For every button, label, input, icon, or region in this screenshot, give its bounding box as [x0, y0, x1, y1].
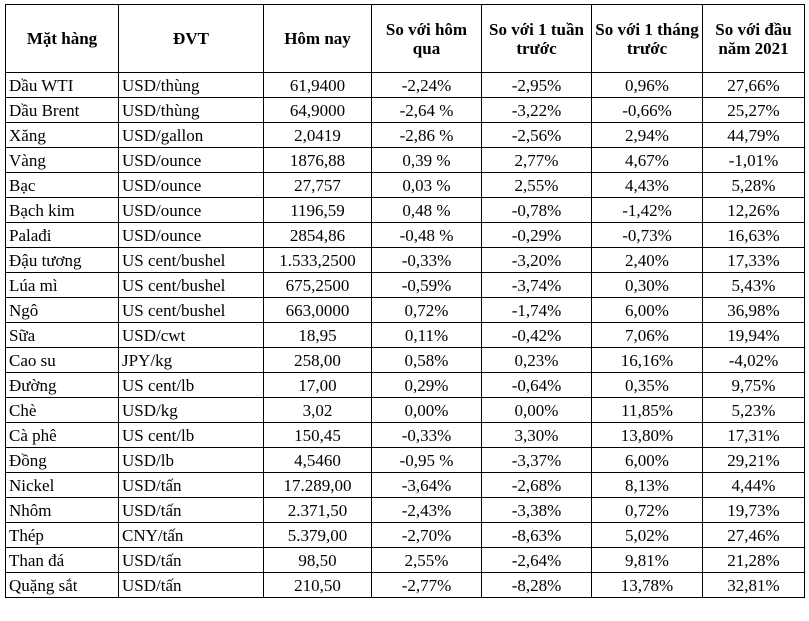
table-row — [6, 498, 805, 523]
cell-today: 2.371,50 — [264, 498, 372, 523]
cell-item: Dầu Brent — [6, 98, 119, 123]
table-row — [6, 348, 805, 373]
header-vs-month: So với 1 tháng trước — [592, 5, 703, 73]
cell-vs-month: 2,40% — [592, 248, 703, 273]
header-row — [6, 5, 805, 73]
table-row — [6, 198, 805, 223]
cell-vs-month: 0,35% — [592, 373, 703, 398]
cell-vs-yesterday: 0,11% — [372, 323, 482, 348]
cell-vs-week: 2,55% — [482, 173, 592, 198]
cell-vs-week: -8,63% — [482, 523, 592, 548]
cell-vs-week: 0,23% — [482, 348, 592, 373]
cell-item: Cà phê — [6, 423, 119, 448]
cell-vs-yesterday: 2,55% — [372, 548, 482, 573]
cell-vs-week: -8,28% — [482, 573, 592, 598]
cell-today: 64,9000 — [264, 98, 372, 123]
cell-vs-year-start: 32,81% — [703, 573, 805, 598]
table-row — [6, 323, 805, 348]
table-row — [6, 73, 805, 98]
cell-vs-week: -0,42% — [482, 323, 592, 348]
cell-unit: USD/gallon — [119, 123, 264, 148]
table-row — [6, 223, 805, 248]
cell-vs-month: -0,73% — [592, 223, 703, 248]
cell-vs-year-start: 19,94% — [703, 323, 805, 348]
cell-vs-week: -0,29% — [482, 223, 592, 248]
cell-today: 18,95 — [264, 323, 372, 348]
cell-vs-yesterday: -0,33% — [372, 248, 482, 273]
cell-vs-month: 5,02% — [592, 523, 703, 548]
cell-vs-year-start: 27,46% — [703, 523, 805, 548]
cell-unit: USD/thùng — [119, 73, 264, 98]
cell-vs-year-start: 16,63% — [703, 223, 805, 248]
cell-vs-yesterday: 0,48 % — [372, 198, 482, 223]
cell-today: 61,9400 — [264, 73, 372, 98]
cell-vs-week: -2,95% — [482, 73, 592, 98]
table-row — [6, 173, 805, 198]
cell-vs-year-start: 12,26% — [703, 198, 805, 223]
table-row — [6, 548, 805, 573]
cell-vs-yesterday: 0,03 % — [372, 173, 482, 198]
table-row — [6, 448, 805, 473]
cell-vs-week: -2,68% — [482, 473, 592, 498]
cell-vs-yesterday: -3,64% — [372, 473, 482, 498]
cell-vs-month: 6,00% — [592, 448, 703, 473]
cell-unit: USD/kg — [119, 398, 264, 423]
header-vs-yesterday: So với hôm qua — [372, 5, 482, 73]
cell-unit: JPY/kg — [119, 348, 264, 373]
cell-vs-year-start: -1,01% — [703, 148, 805, 173]
table-row — [6, 373, 805, 398]
cell-unit: CNY/tấn — [119, 523, 264, 548]
cell-unit: USD/tấn — [119, 573, 264, 598]
cell-today: 2854,86 — [264, 223, 372, 248]
cell-today: 17.289,00 — [264, 473, 372, 498]
cell-item: Nickel — [6, 473, 119, 498]
cell-vs-year-start: -4,02% — [703, 348, 805, 373]
cell-vs-month: 8,13% — [592, 473, 703, 498]
cell-item: Quặng sắt — [6, 573, 119, 598]
cell-unit: USD/ounce — [119, 223, 264, 248]
cell-item: Dầu WTI — [6, 73, 119, 98]
header-today: Hôm nay — [264, 5, 372, 73]
cell-item: Đồng — [6, 448, 119, 473]
cell-today: 17,00 — [264, 373, 372, 398]
cell-vs-week: -3,37% — [482, 448, 592, 473]
cell-vs-yesterday: -2,43% — [372, 498, 482, 523]
table-row — [6, 523, 805, 548]
cell-vs-month: 0,30% — [592, 273, 703, 298]
cell-today: 150,45 — [264, 423, 372, 448]
table-row — [6, 423, 805, 448]
cell-vs-yesterday: -2,64 % — [372, 98, 482, 123]
cell-unit: USD/tấn — [119, 473, 264, 498]
cell-item: Đường — [6, 373, 119, 398]
cell-vs-month: 13,80% — [592, 423, 703, 448]
table-row — [6, 273, 805, 298]
table-row — [6, 98, 805, 123]
cell-item: Cao su — [6, 348, 119, 373]
cell-today: 210,50 — [264, 573, 372, 598]
cell-vs-yesterday: 0,29% — [372, 373, 482, 398]
cell-vs-month: 0,96% — [592, 73, 703, 98]
cell-vs-month: 16,16% — [592, 348, 703, 373]
cell-item: Nhôm — [6, 498, 119, 523]
cell-vs-week: 0,00% — [482, 398, 592, 423]
table-row — [6, 123, 805, 148]
cell-vs-month: -0,66% — [592, 98, 703, 123]
cell-vs-month: 0,72% — [592, 498, 703, 523]
cell-vs-yesterday: -2,70% — [372, 523, 482, 548]
table-row — [6, 298, 805, 323]
cell-vs-year-start: 4,44% — [703, 473, 805, 498]
cell-item: Ngô — [6, 298, 119, 323]
cell-item: Bạc — [6, 173, 119, 198]
header-vs-week: So với 1 tuần trước — [482, 5, 592, 73]
cell-vs-yesterday: 0,58% — [372, 348, 482, 373]
cell-vs-month: 11,85% — [592, 398, 703, 423]
cell-vs-year-start: 17,31% — [703, 423, 805, 448]
cell-item: Xăng — [6, 123, 119, 148]
cell-vs-year-start: 9,75% — [703, 373, 805, 398]
cell-vs-yesterday: -0,59% — [372, 273, 482, 298]
cell-vs-week: -2,64% — [482, 548, 592, 573]
cell-unit: USD/tấn — [119, 548, 264, 573]
cell-today: 5.379,00 — [264, 523, 372, 548]
cell-vs-month: 4,43% — [592, 173, 703, 198]
cell-unit: US cent/bushel — [119, 273, 264, 298]
cell-vs-year-start: 5,28% — [703, 173, 805, 198]
table-row — [6, 248, 805, 273]
cell-vs-year-start: 29,21% — [703, 448, 805, 473]
cell-vs-yesterday: -2,24% — [372, 73, 482, 98]
cell-today: 1876,88 — [264, 148, 372, 173]
cell-vs-yesterday: 0,39 % — [372, 148, 482, 173]
table-body — [6, 73, 805, 598]
cell-vs-month: 9,81% — [592, 548, 703, 573]
cell-vs-month: -1,42% — [592, 198, 703, 223]
cell-vs-week: 3,30% — [482, 423, 592, 448]
cell-unit: USD/ounce — [119, 198, 264, 223]
cell-unit: US cent/bushel — [119, 298, 264, 323]
cell-vs-yesterday: -2,77% — [372, 573, 482, 598]
cell-vs-year-start: 17,33% — [703, 248, 805, 273]
cell-vs-month: 13,78% — [592, 573, 703, 598]
cell-today: 3,02 — [264, 398, 372, 423]
header-unit: ĐVT — [119, 5, 264, 73]
cell-vs-year-start: 44,79% — [703, 123, 805, 148]
cell-today: 4,5460 — [264, 448, 372, 473]
cell-today: 675,2500 — [264, 273, 372, 298]
cell-vs-week: -1,74% — [482, 298, 592, 323]
cell-today: 1196,59 — [264, 198, 372, 223]
cell-unit: USD/tấn — [119, 498, 264, 523]
cell-vs-month: 4,67% — [592, 148, 703, 173]
cell-unit: US cent/bushel — [119, 248, 264, 273]
cell-unit: US cent/lb — [119, 423, 264, 448]
cell-item: Than đá — [6, 548, 119, 573]
cell-today: 27,757 — [264, 173, 372, 198]
cell-unit: USD/thùng — [119, 98, 264, 123]
cell-today: 2,0419 — [264, 123, 372, 148]
cell-unit: US cent/lb — [119, 373, 264, 398]
cell-vs-week: -3,22% — [482, 98, 592, 123]
cell-vs-year-start: 36,98% — [703, 298, 805, 323]
table-row — [6, 473, 805, 498]
cell-today: 258,00 — [264, 348, 372, 373]
header-item: Mặt hàng — [6, 5, 119, 73]
cell-item: Palađi — [6, 223, 119, 248]
cell-vs-yesterday: -0,33% — [372, 423, 482, 448]
cell-vs-week: -2,56% — [482, 123, 592, 148]
cell-item: Lúa mì — [6, 273, 119, 298]
cell-unit: USD/lb — [119, 448, 264, 473]
cell-vs-year-start: 19,73% — [703, 498, 805, 523]
cell-vs-yesterday: -0,95 % — [372, 448, 482, 473]
table-row — [6, 573, 805, 598]
cell-today: 98,50 — [264, 548, 372, 573]
cell-item: Vàng — [6, 148, 119, 173]
cell-item: Sữa — [6, 323, 119, 348]
cell-vs-month: 7,06% — [592, 323, 703, 348]
cell-vs-month: 2,94% — [592, 123, 703, 148]
cell-vs-year-start: 5,23% — [703, 398, 805, 423]
cell-vs-year-start: 21,28% — [703, 548, 805, 573]
cell-vs-week: -0,64% — [482, 373, 592, 398]
cell-vs-week: -3,38% — [482, 498, 592, 523]
table-row — [6, 148, 805, 173]
cell-today: 1.533,2500 — [264, 248, 372, 273]
cell-today: 663,0000 — [264, 298, 372, 323]
cell-unit: USD/ounce — [119, 173, 264, 198]
cell-vs-yesterday: -0,48 % — [372, 223, 482, 248]
cell-vs-month: 6,00% — [592, 298, 703, 323]
header-vs-year-start: So với đầu năm 2021 — [703, 5, 805, 73]
cell-vs-week: -0,78% — [482, 198, 592, 223]
cell-vs-week: 2,77% — [482, 148, 592, 173]
table-row — [6, 398, 805, 423]
cell-item: Chè — [6, 398, 119, 423]
cell-vs-yesterday: 0,72% — [372, 298, 482, 323]
cell-unit: USD/ounce — [119, 148, 264, 173]
cell-vs-week: -3,20% — [482, 248, 592, 273]
cell-vs-year-start: 27,66% — [703, 73, 805, 98]
cell-vs-yesterday: -2,86 % — [372, 123, 482, 148]
commodity-price-table — [5, 4, 805, 598]
cell-vs-week: -3,74% — [482, 273, 592, 298]
cell-vs-yesterday: 0,00% — [372, 398, 482, 423]
cell-item: Thép — [6, 523, 119, 548]
cell-item: Bạch kim — [6, 198, 119, 223]
cell-unit: USD/cwt — [119, 323, 264, 348]
cell-vs-year-start: 25,27% — [703, 98, 805, 123]
cell-vs-year-start: 5,43% — [703, 273, 805, 298]
cell-item: Đậu tương — [6, 248, 119, 273]
